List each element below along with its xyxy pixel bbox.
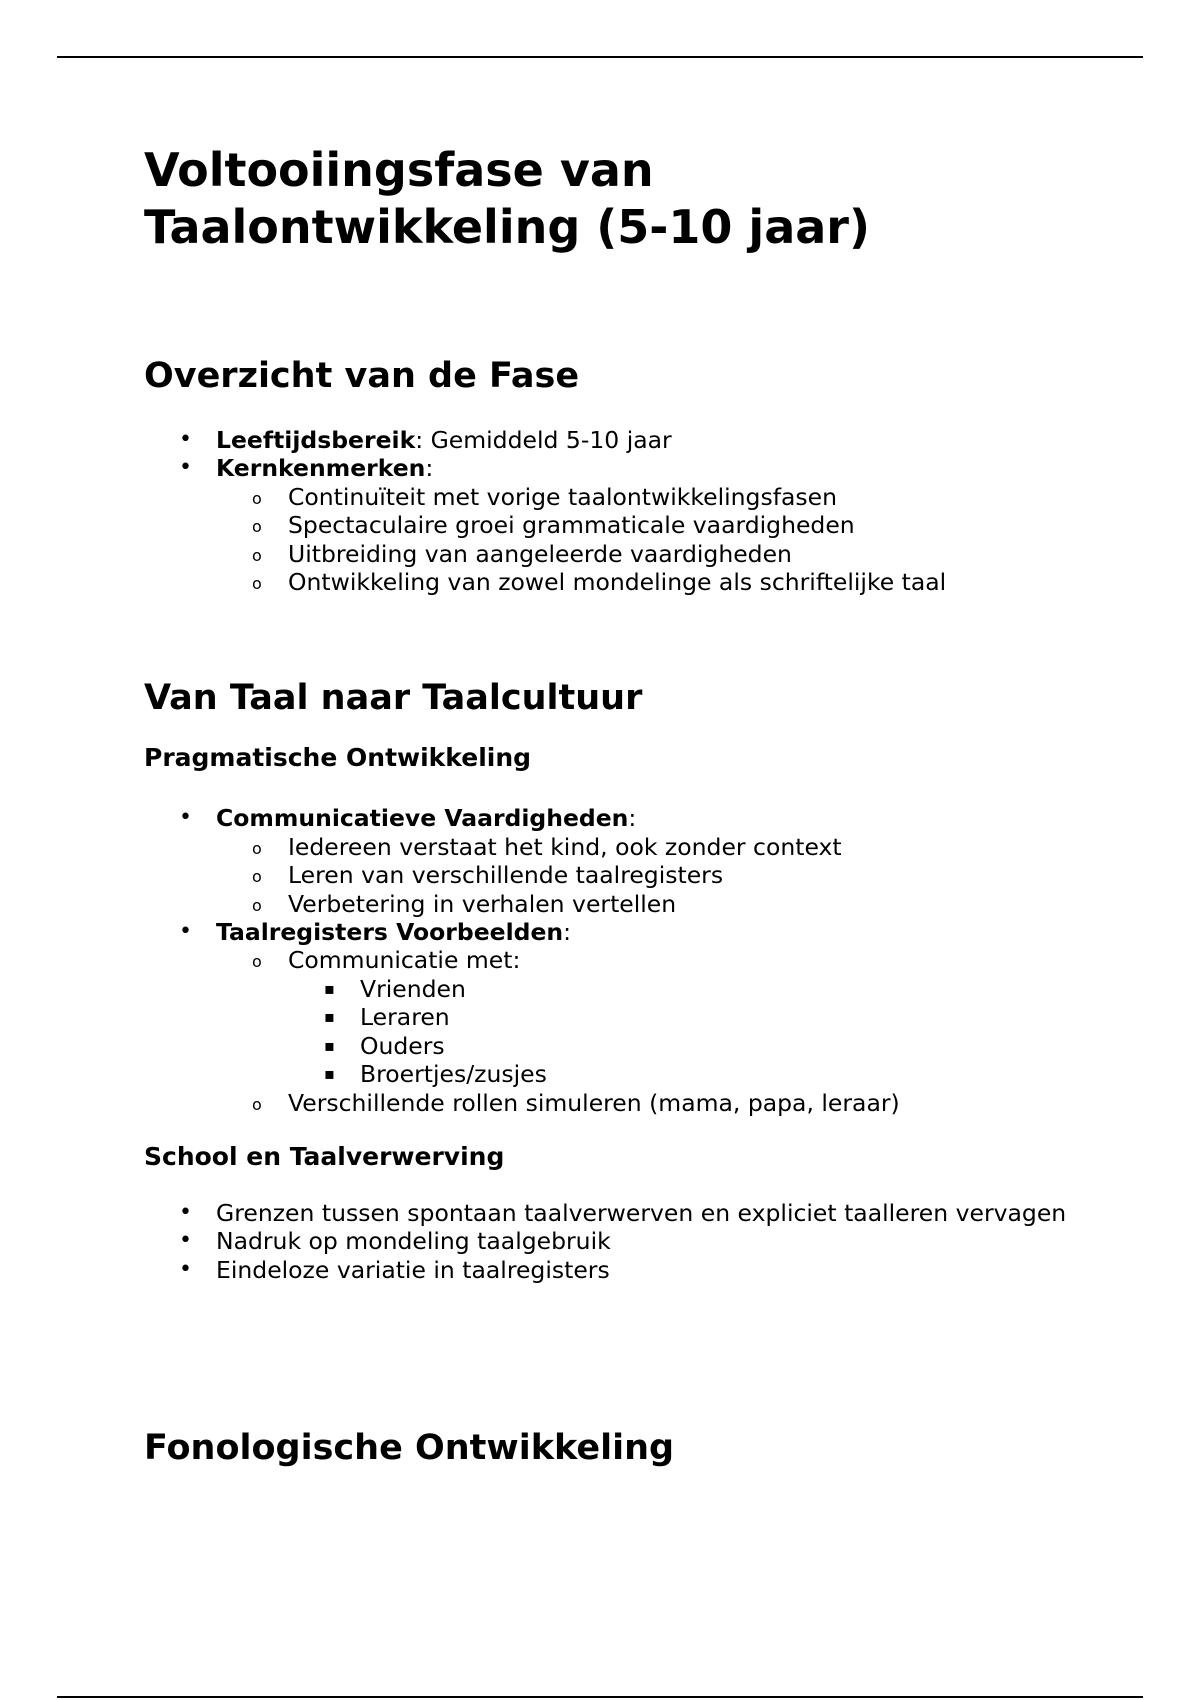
item-label: Communicatieve Vaardigheden (216, 804, 629, 833)
sublist-item: o Continuïteit met vorige taalontwikkelingsfasen (216, 483, 1104, 511)
school-list (144, 1199, 1104, 1284)
subheading-school: School en Taalverwerving (144, 1141, 505, 1171)
item-text: : Gemiddeld 5-10 jaar (415, 426, 672, 454)
list-item (144, 454, 1104, 596)
sublist (216, 946, 1104, 1116)
section-heading-overzicht: Overzicht van de Fase (144, 356, 580, 396)
sublist-item: o Verschillende rollen simuleren (mama, papa, leraar) (216, 1089, 1104, 1117)
item-text: : (628, 804, 637, 833)
top-rule (57, 56, 1143, 58)
sublist (216, 483, 1104, 597)
subheading-pragmatisch: Pragmatische Ontwikkeling (144, 743, 532, 773)
sublist-item-text: Communicatie met: (288, 946, 521, 975)
item-label: Kernkenmerken (216, 454, 426, 483)
sublist-item (216, 946, 1104, 1088)
item-text: : (563, 918, 572, 947)
sublist (216, 833, 1104, 918)
document-body (144, 142, 1104, 1470)
nested-list-item: ▪ Vrienden (288, 975, 1104, 1003)
sublist-item: o Iedereen verstaat het kind, ook zonder context (216, 833, 1104, 861)
nested-list-item: ▪ Ouders (288, 1032, 1104, 1060)
page-title: Voltooiingsfase van Taalontwikkeling (5-10 jaar) (144, 143, 870, 254)
item-label: Taalregisters Voorbeelden (216, 918, 564, 947)
sublist-item: o Uitbreiding van aangeleerde vaardigheden (216, 540, 1104, 568)
sublist-item: o Spectaculaire groei grammaticale vaardigheden (216, 511, 1104, 539)
list-item (144, 426, 1104, 454)
section-heading-taalcultuur: Van Taal naar Taalcultuur (144, 678, 643, 719)
bottom-rule (57, 1696, 1143, 1698)
list-item (144, 918, 1104, 1117)
nested-list-item: ▪ Broertjes/zusjes (288, 1060, 1104, 1088)
nested-list-item: ▪ Leraren (288, 1003, 1104, 1031)
list-item (144, 804, 1104, 918)
list-item: • Eindeloze variatie in taalregisters (144, 1256, 1104, 1284)
section-heading-fonologisch: Fonologische Ontwikkeling (144, 1428, 675, 1469)
item-text: : (425, 454, 434, 483)
list-item: • Nadruk op mondeling taalgebruik (144, 1227, 1104, 1255)
overzicht-list (144, 426, 1104, 596)
sublist-item: o Leren van verschillende taalregisters (216, 861, 1104, 889)
item-label: Leeftijdsbereik (216, 426, 416, 454)
sublist-item: o Ontwikkeling van zowel mondelinge als schriftelijke taal (216, 568, 1104, 596)
sublist-item: o Verbetering in verhalen vertellen (216, 890, 1104, 918)
nested-sublist (288, 975, 1104, 1089)
pragmatisch-list (144, 804, 1104, 1116)
list-item: • Grenzen tussen spontaan taalverwerven en expliciet taalleren vervagen (144, 1199, 1104, 1227)
